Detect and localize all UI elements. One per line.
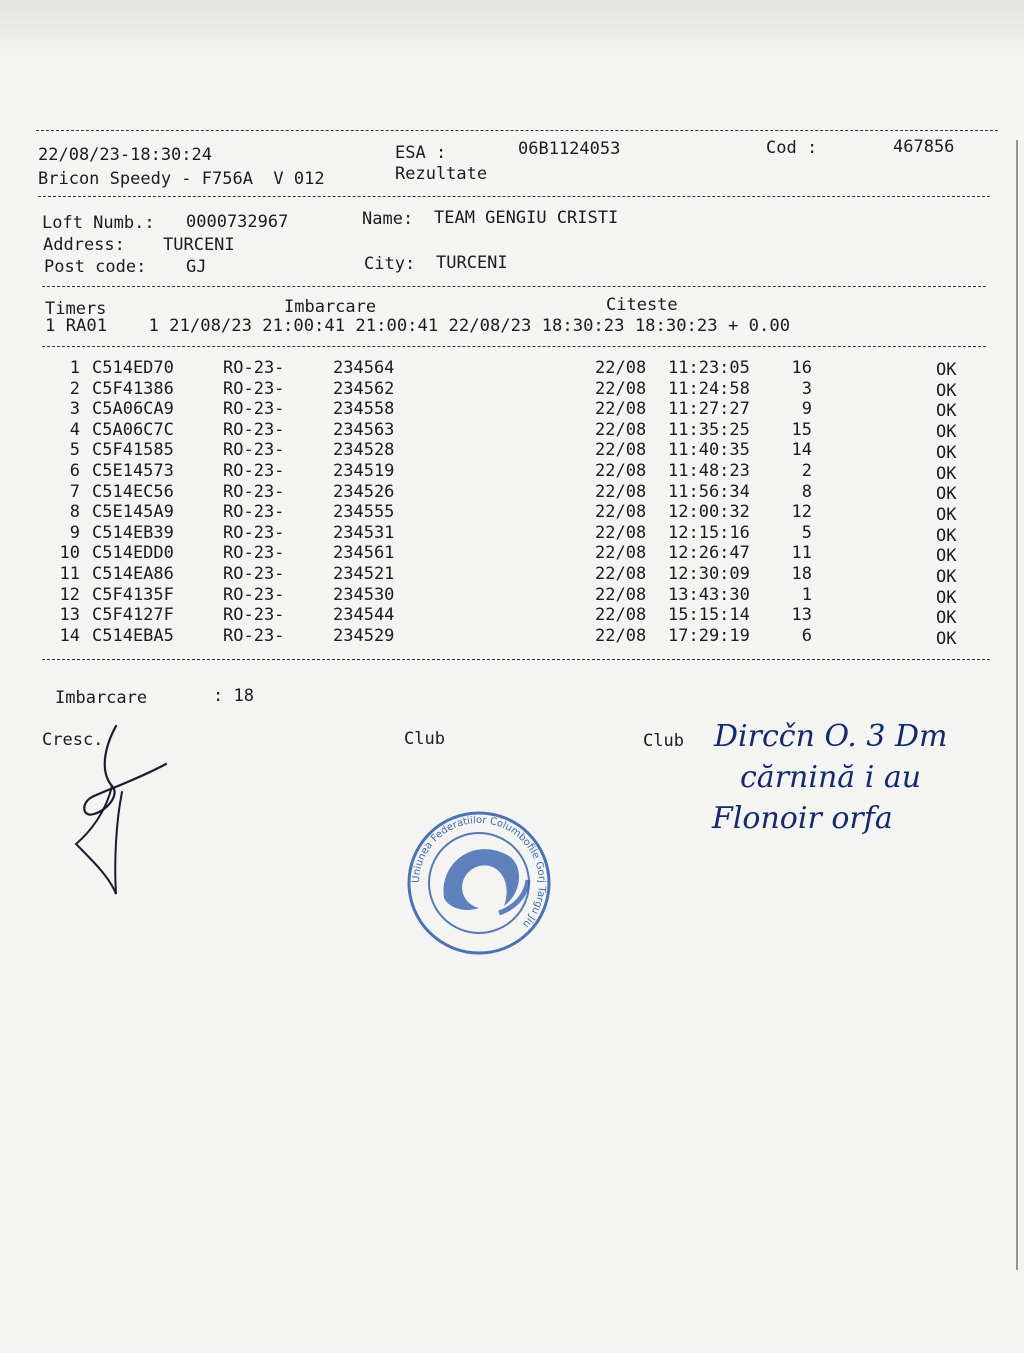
scan-shadow (0, 0, 1024, 60)
city-label: City: (364, 254, 416, 274)
chip-code: C514EC56 (92, 481, 174, 502)
arrival-date: 22/08 (595, 481, 647, 502)
row-number: 6 (69, 461, 80, 481)
status-ok: OK (936, 442, 957, 463)
ring-number: 234521 (333, 564, 395, 584)
arrival-time: 11:27:27 (668, 399, 750, 420)
row-number: 1 (69, 358, 80, 378)
ring-prefix: RO-23- (223, 358, 285, 378)
chip-code: C5F4127F (92, 605, 174, 626)
separator (38, 196, 990, 197)
status-ok: OK (936, 608, 957, 629)
chip-code: C514EDD0 (92, 543, 174, 564)
position-number: 16 (791, 358, 812, 378)
row-number: 5 (69, 440, 80, 461)
arrival-time: 11:40:35 (668, 440, 750, 461)
position-number: 15 (791, 419, 812, 440)
handwritten-line-1: Dircčn O. 3 Dm (714, 719, 948, 754)
arrival-date: 22/08 (595, 564, 647, 584)
timer-line: 1 RA01 1 21/08/23 21:00:41 21:00:41 22/08/23 18:30:23 18:30:23 + 0.00 (45, 316, 791, 336)
row-number: 3 (69, 399, 80, 420)
status-ok: OK (936, 380, 957, 401)
ring-number: 234558 (333, 399, 395, 420)
esa-value: 06B1124053 (518, 139, 621, 159)
row-number: 14 (59, 625, 80, 646)
arrival-date: 22/08 (595, 440, 647, 461)
row-number: 2 (69, 378, 80, 399)
position-number: 1 (801, 584, 812, 605)
timers-label: Timers (45, 299, 107, 319)
ring-prefix: RO-23- (223, 543, 285, 564)
chip-code: C514EBA5 (92, 625, 174, 646)
ring-number: 234561 (333, 543, 395, 564)
ring-number: 234528 (333, 440, 395, 461)
ring-prefix: RO-23- (223, 378, 285, 399)
imbarcare-col-label: Imbarcare (284, 297, 377, 317)
chip-code: C5E145A9 (92, 502, 174, 523)
ring-number: 234555 (333, 502, 395, 523)
status-ok: OK (936, 525, 957, 546)
ring-prefix: RO-23- (223, 419, 285, 440)
arrival-date: 22/08 (595, 419, 647, 440)
separator (36, 130, 998, 131)
arrival-time: 11:23:05 (668, 358, 750, 378)
arrival-date: 22/08 (595, 625, 647, 646)
owner-name: TEAM GENGIU CRISTI (434, 208, 619, 228)
club-label-right: Club (643, 731, 684, 751)
imbarcare-total-value: : 18 (213, 686, 254, 706)
ring-prefix: RO-23- (223, 502, 285, 523)
ring-prefix: RO-23- (223, 625, 285, 646)
ring-number: 234519 (333, 461, 395, 481)
chip-code: C514EB39 (92, 522, 174, 543)
separator (42, 659, 990, 660)
arrival-date: 22/08 (595, 378, 647, 399)
position-number: 6 (801, 625, 812, 646)
position-number: 2 (801, 461, 812, 481)
ring-number: 234564 (333, 358, 395, 378)
status-ok: OK (936, 463, 957, 484)
ring-number: 234529 (333, 625, 395, 646)
arrival-date: 22/08 (595, 502, 647, 523)
row-number: 8 (69, 502, 80, 523)
club-label-middle: Club (404, 729, 445, 749)
position-number: 5 (801, 522, 812, 543)
position-number: 11 (791, 543, 812, 564)
status-ok: OK (936, 587, 957, 608)
chip-code: C514ED70 (92, 358, 174, 378)
position-number: 12 (791, 502, 812, 523)
position-number: 13 (791, 605, 812, 626)
chip-code: C5F4135F (92, 584, 174, 605)
ring-prefix: RO-23- (223, 481, 285, 502)
ring-prefix: RO-23- (223, 584, 285, 605)
loft-label: Loft Numb.: (42, 213, 155, 233)
row-number: 9 (69, 522, 80, 543)
ring-number: 234531 (333, 522, 395, 543)
arrival-date: 22/08 (595, 358, 647, 378)
arrival-time: 12:15:16 (668, 522, 750, 543)
ring-prefix: RO-23- (223, 522, 285, 543)
arrival-date: 22/08 (595, 584, 647, 605)
arrival-date: 22/08 (595, 605, 647, 626)
cod-label: Cod : (766, 138, 818, 158)
ring-prefix: RO-23- (223, 440, 285, 461)
status-ok: OK (936, 422, 957, 443)
ring-prefix: RO-23- (223, 605, 285, 626)
stamp-text: Uniunea Federatiilor Columbofile Gorj Targu Jiu (410, 814, 548, 930)
breeder-signature-label: Cresc. (42, 730, 104, 750)
status-ok: OK (936, 360, 957, 380)
position-number: 18 (791, 564, 812, 584)
arrival-date: 22/08 (595, 522, 647, 543)
status-ok: OK (936, 567, 957, 587)
row-number: 10 (59, 543, 80, 564)
chip-code: C5E14573 (92, 461, 174, 481)
ring-number: 234562 (333, 378, 395, 399)
arrival-date: 22/08 (595, 399, 647, 420)
name-label: Name: (362, 209, 414, 229)
club-stamp (404, 808, 554, 958)
chip-code: C5F41386 (92, 378, 174, 399)
arrival-time: 15:15:14 (668, 605, 750, 626)
row-number: 7 (69, 481, 80, 502)
arrival-date: 22/08 (595, 461, 647, 481)
arrival-time: 11:48:23 (668, 461, 750, 481)
cod-value: 467856 (893, 137, 955, 157)
ring-number: 234544 (333, 605, 395, 626)
city-value: TURCENI (436, 253, 508, 273)
imbarcare-total-label: Imbarcare (55, 688, 148, 708)
status-ok: OK (936, 484, 957, 505)
address-label: Address: (43, 235, 125, 255)
citeste-col-label: Citeste (606, 295, 678, 315)
separator (42, 346, 986, 347)
ring-prefix: RO-23- (223, 461, 285, 481)
arrival-time: 11:56:34 (668, 481, 750, 502)
postcode-label: Post code: (44, 257, 147, 277)
arrival-time: 11:24:58 (668, 378, 750, 399)
chip-code: C5F41585 (92, 440, 174, 461)
separator (42, 286, 986, 287)
arrival-time: 12:26:47 (668, 543, 750, 564)
ring-number: 234530 (333, 584, 395, 605)
position-number: 3 (801, 378, 812, 399)
position-number: 8 (801, 481, 812, 502)
status-ok: OK (936, 629, 957, 650)
handwritten-line-3: Flonoir orfa (712, 801, 893, 836)
loft-number: 0000732967 (186, 212, 289, 232)
handwritten-line-2: cărnină i au (740, 760, 922, 795)
arrival-date: 22/08 (595, 543, 647, 564)
ring-number: 234563 (333, 419, 395, 440)
print-datetime: 22/08/23-18:30:24 (38, 145, 212, 165)
esa-label: ESA : (395, 143, 447, 163)
position-number: 14 (791, 440, 812, 461)
chip-code: C5A06CA9 (92, 399, 174, 420)
arrival-time: 13:43:30 (668, 584, 750, 605)
report-title: Rezultate (395, 164, 488, 184)
arrival-time: 12:30:09 (668, 564, 750, 584)
row-number: 4 (69, 419, 80, 440)
status-ok: OK (936, 401, 957, 422)
row-number: 12 (59, 584, 80, 605)
ring-number: 234526 (333, 481, 395, 502)
arrival-time: 12:00:32 (668, 502, 750, 523)
postcode-value: GJ (186, 257, 207, 277)
address-value: TURCENI (163, 235, 235, 255)
chip-code: C514EA86 (92, 564, 174, 584)
status-ok: OK (936, 504, 957, 525)
row-number: 13 (59, 605, 80, 626)
ring-prefix: RO-23- (223, 564, 285, 584)
status-ok: OK (936, 546, 957, 567)
arrival-time: 11:35:25 (668, 419, 750, 440)
chip-code: C5A06C7C (92, 419, 174, 440)
breeder-signature (60, 722, 190, 902)
arrival-time: 17:29:19 (668, 625, 750, 646)
ring-prefix: RO-23- (223, 399, 285, 420)
paper-edge (1016, 140, 1018, 1270)
position-number: 9 (801, 399, 812, 420)
row-number: 11 (59, 564, 80, 584)
device-model: Bricon Speedy - F756A V 012 (38, 169, 325, 189)
